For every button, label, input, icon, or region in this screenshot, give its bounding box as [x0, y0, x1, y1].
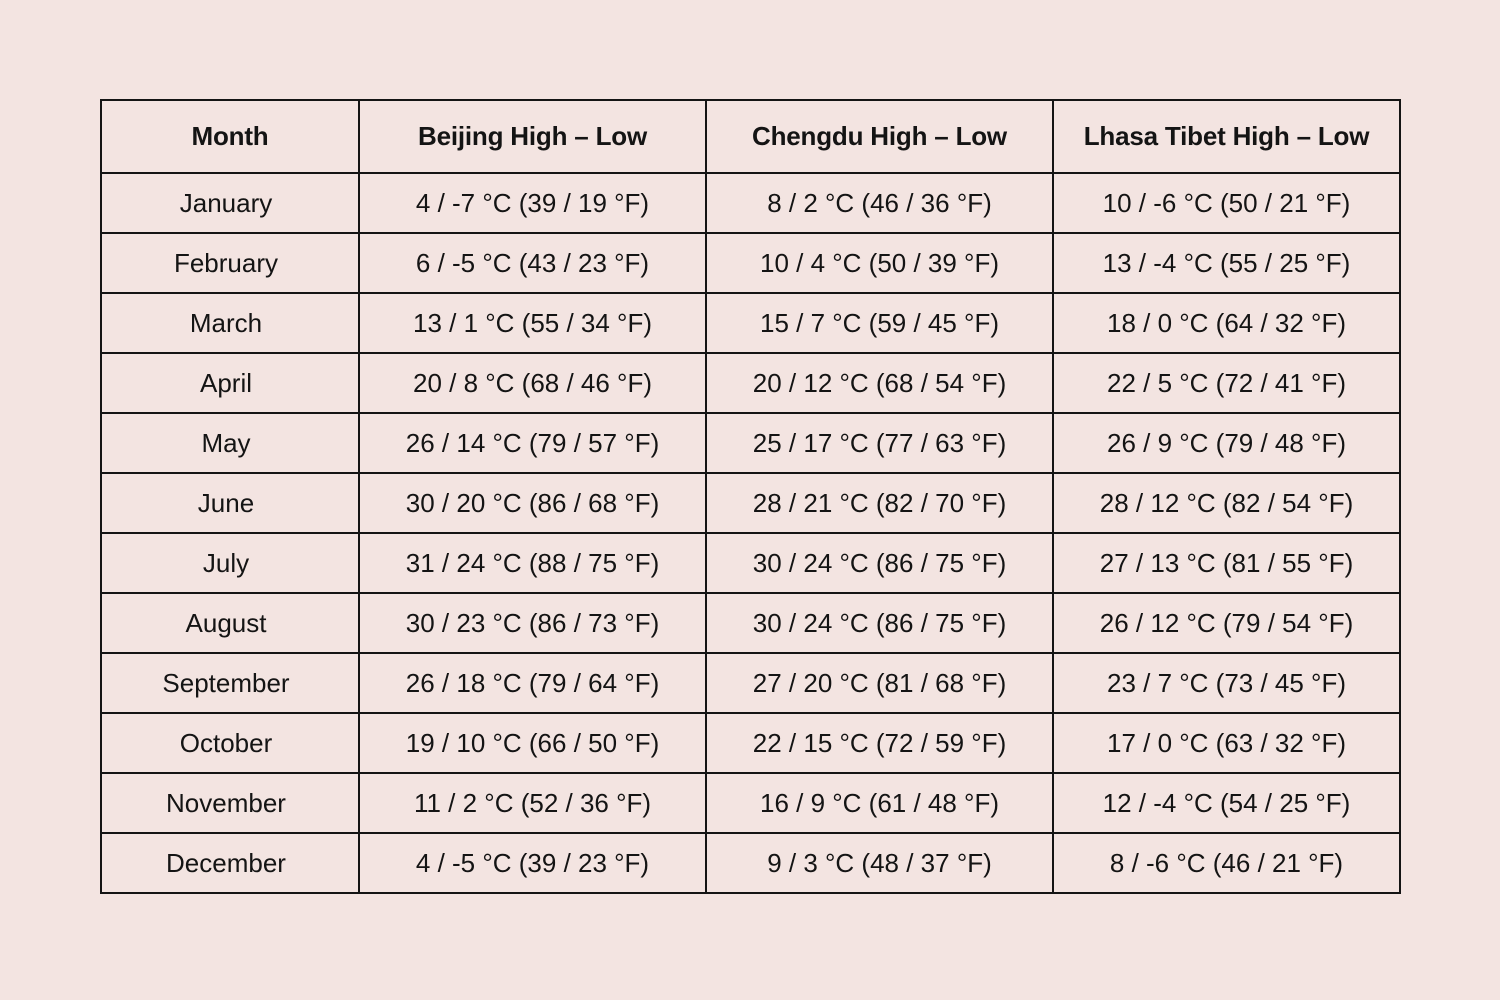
lhasa-cell: 8 / -6 °C (46 / 21 °F) [1053, 833, 1400, 893]
beijing-cell: 4 / -5 °C (39 / 23 °F) [359, 833, 706, 893]
month-cell: August [101, 593, 359, 653]
header-month: Month [101, 100, 359, 173]
lhasa-cell: 22 / 5 °C (72 / 41 °F) [1053, 353, 1400, 413]
table-body [101, 173, 1400, 893]
chengdu-cell: 30 / 24 °C (86 / 75 °F) [706, 533, 1053, 593]
table-row [101, 353, 1400, 413]
lhasa-cell: 10 / -6 °C (50 / 21 °F) [1053, 173, 1400, 233]
lhasa-cell: 26 / 9 °C (79 / 48 °F) [1053, 413, 1400, 473]
header-beijing: Beijing High – Low [359, 100, 706, 173]
beijing-cell: 4 / -7 °C (39 / 19 °F) [359, 173, 706, 233]
table-row [101, 473, 1400, 533]
month-cell: April [101, 353, 359, 413]
beijing-cell: 19 / 10 °C (66 / 50 °F) [359, 713, 706, 773]
chengdu-cell: 30 / 24 °C (86 / 75 °F) [706, 593, 1053, 653]
climate-table [100, 99, 1401, 894]
month-cell: September [101, 653, 359, 713]
table-row [101, 593, 1400, 653]
table-row [101, 173, 1400, 233]
beijing-cell: 20 / 8 °C (68 / 46 °F) [359, 353, 706, 413]
table-row [101, 413, 1400, 473]
lhasa-cell: 12 / -4 °C (54 / 25 °F) [1053, 773, 1400, 833]
chengdu-cell: 22 / 15 °C (72 / 59 °F) [706, 713, 1053, 773]
month-cell: February [101, 233, 359, 293]
month-cell: July [101, 533, 359, 593]
header-chengdu: Chengdu High – Low [706, 100, 1053, 173]
table-row [101, 833, 1400, 893]
chengdu-cell: 20 / 12 °C (68 / 54 °F) [706, 353, 1053, 413]
beijing-cell: 31 / 24 °C (88 / 75 °F) [359, 533, 706, 593]
beijing-cell: 26 / 18 °C (79 / 64 °F) [359, 653, 706, 713]
lhasa-cell: 28 / 12 °C (82 / 54 °F) [1053, 473, 1400, 533]
beijing-cell: 6 / -5 °C (43 / 23 °F) [359, 233, 706, 293]
table-header-row [101, 100, 1400, 173]
lhasa-cell: 23 / 7 °C (73 / 45 °F) [1053, 653, 1400, 713]
table-row [101, 773, 1400, 833]
month-cell: December [101, 833, 359, 893]
table-row [101, 293, 1400, 353]
chengdu-cell: 25 / 17 °C (77 / 63 °F) [706, 413, 1053, 473]
beijing-cell: 30 / 23 °C (86 / 73 °F) [359, 593, 706, 653]
beijing-cell: 13 / 1 °C (55 / 34 °F) [359, 293, 706, 353]
lhasa-cell: 18 / 0 °C (64 / 32 °F) [1053, 293, 1400, 353]
month-cell: March [101, 293, 359, 353]
lhasa-cell: 17 / 0 °C (63 / 32 °F) [1053, 713, 1400, 773]
chengdu-cell: 8 / 2 °C (46 / 36 °F) [706, 173, 1053, 233]
table-row [101, 533, 1400, 593]
beijing-cell: 26 / 14 °C (79 / 57 °F) [359, 413, 706, 473]
chengdu-cell: 10 / 4 °C (50 / 39 °F) [706, 233, 1053, 293]
table-row [101, 713, 1400, 773]
beijing-cell: 30 / 20 °C (86 / 68 °F) [359, 473, 706, 533]
month-cell: May [101, 413, 359, 473]
month-cell: November [101, 773, 359, 833]
month-cell: October [101, 713, 359, 773]
table-row [101, 233, 1400, 293]
chengdu-cell: 27 / 20 °C (81 / 68 °F) [706, 653, 1053, 713]
chengdu-cell: 9 / 3 °C (48 / 37 °F) [706, 833, 1053, 893]
lhasa-cell: 26 / 12 °C (79 / 54 °F) [1053, 593, 1400, 653]
climate-table-container [100, 99, 1400, 894]
chengdu-cell: 15 / 7 °C (59 / 45 °F) [706, 293, 1053, 353]
lhasa-cell: 13 / -4 °C (55 / 25 °F) [1053, 233, 1400, 293]
beijing-cell: 11 / 2 °C (52 / 36 °F) [359, 773, 706, 833]
chengdu-cell: 28 / 21 °C (82 / 70 °F) [706, 473, 1053, 533]
month-cell: January [101, 173, 359, 233]
chengdu-cell: 16 / 9 °C (61 / 48 °F) [706, 773, 1053, 833]
lhasa-cell: 27 / 13 °C (81 / 55 °F) [1053, 533, 1400, 593]
header-lhasa: Lhasa Tibet High – Low [1053, 100, 1400, 173]
month-cell: June [101, 473, 359, 533]
table-row [101, 653, 1400, 713]
